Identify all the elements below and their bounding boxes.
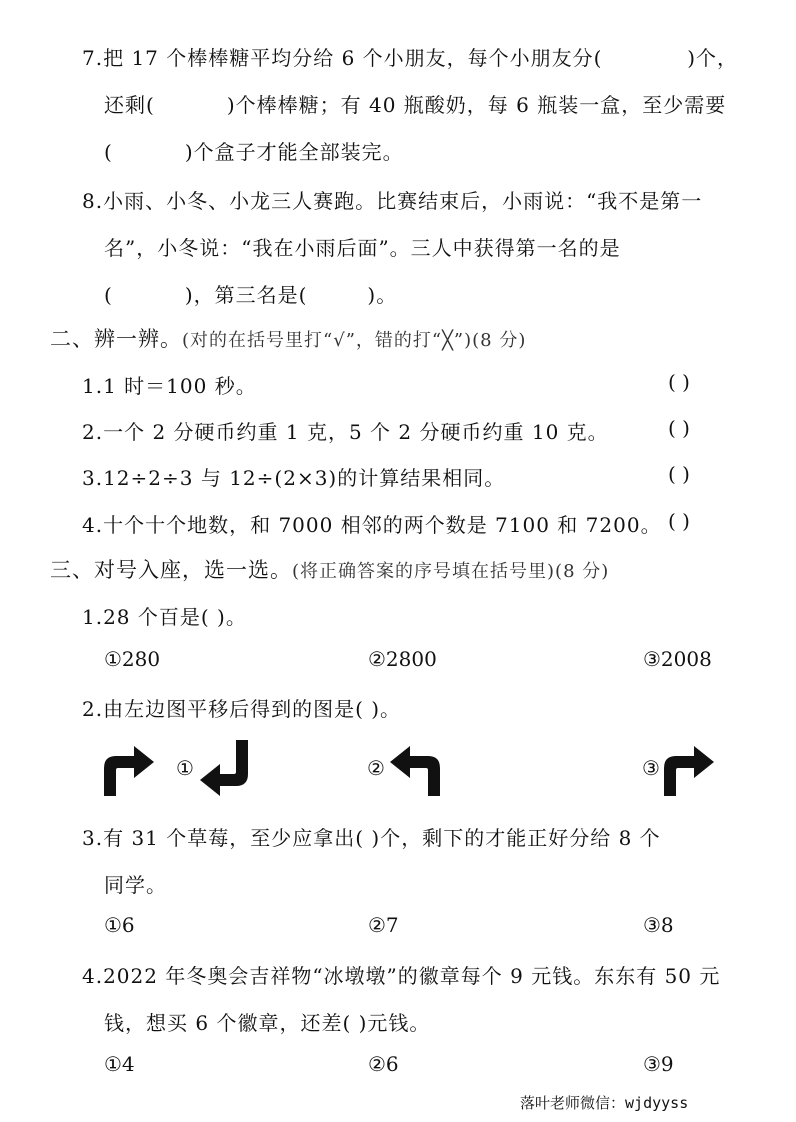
q7-line1 bbox=[82, 42, 738, 71]
tf-item-1: 1.1 时＝100 秒。 bbox=[82, 374, 257, 398]
tf-answer-4[interactable]: ( ) bbox=[668, 509, 690, 533]
q7-line2b: )个棒棒糖；有 40 瓶酸奶，每 6 瓶装一盒，至少需要 bbox=[226, 93, 727, 117]
mc-q3-line2: 同学。 bbox=[104, 873, 167, 897]
mc-q2-label-2[interactable]: ② bbox=[367, 756, 385, 780]
tf-item-3: 3.12÷2÷3 与 12÷(2×3)的计算结果相同。 bbox=[82, 466, 506, 490]
section3-heading bbox=[50, 554, 609, 584]
tf-answer-2[interactable]: ( ) bbox=[668, 416, 690, 440]
option3-turn-right-arrow-icon[interactable] bbox=[660, 738, 720, 798]
q7-line1-end: )个， bbox=[687, 46, 738, 70]
q7-line2a: 还剩( bbox=[104, 93, 155, 117]
mc-q1-option-2[interactable]: ②2800 bbox=[368, 647, 437, 671]
mc-q3-option-2[interactable]: ②7 bbox=[368, 913, 399, 937]
option2-turn-left-arrow-icon[interactable] bbox=[384, 738, 444, 798]
mc-q1-text: 1.28 个百是( )。 bbox=[82, 605, 247, 629]
footer-id: wjdyyss bbox=[625, 1094, 689, 1112]
mc-q1-option-1[interactable]: ①280 bbox=[104, 647, 161, 671]
footer-watermark bbox=[520, 1092, 688, 1113]
mc-q3-line1: 3.有 31 个草莓，至少应拿出( )个，剩下的才能正好分给 8 个 bbox=[82, 826, 661, 850]
section3-title: 三、对号入座，选一选。 bbox=[50, 558, 292, 582]
mc-q3-option-3[interactable]: ③8 bbox=[643, 913, 674, 937]
mc-q3-option-1[interactable]: ①6 bbox=[104, 913, 135, 937]
q7-blank-1[interactable] bbox=[610, 42, 680, 71]
q8-line3 bbox=[104, 279, 397, 308]
q8-line3a: ( bbox=[104, 283, 113, 307]
footer-label: 落叶老师微信： bbox=[520, 1094, 626, 1112]
q8-line3c: )。 bbox=[367, 283, 398, 307]
q8-line1: 8.小雨、小冬、小龙三人赛跑。比赛结束后，小雨说：“我不是第一 bbox=[82, 189, 703, 213]
mc-q1-option-3[interactable]: ③2008 bbox=[643, 647, 712, 671]
mc-q4-line2: 钱，想买 6 个徽章，还差( )元钱。 bbox=[104, 1011, 431, 1035]
section2-title: 二、辨一辨。 bbox=[50, 327, 182, 351]
mc-q4-option-3[interactable]: ③9 bbox=[643, 1052, 674, 1076]
mc-q2-text: 2.由左边图平移后得到的图是( )。 bbox=[82, 697, 402, 721]
section2-note: (对的在括号里打“√”，错的打“╳”)(8 分) bbox=[182, 330, 527, 351]
tf-answer-1[interactable]: ( ) bbox=[668, 370, 690, 394]
q7-line3 bbox=[104, 136, 404, 165]
tf-item-2: 2.一个 2 分硬币约重 1 克，5 个 2 分硬币约重 10 克。 bbox=[82, 420, 609, 444]
mc-q4-option-1[interactable]: ①4 bbox=[104, 1052, 135, 1076]
q8-line2: 名”，小冬说：“我在小雨后面”。三人中获得第一名的是 bbox=[104, 236, 621, 260]
mc-q2-label-3[interactable]: ③ bbox=[642, 756, 660, 780]
tf-item-4: 4.十个十个地数，和 7000 相邻的两个数是 7100 和 7200。 bbox=[82, 513, 662, 537]
q7-line3a: ( bbox=[104, 140, 113, 164]
q7-line1-text: 7.把 17 个棒棒糖平均分给 6 个小朋友，每个小朋友分( bbox=[82, 46, 603, 70]
mc-q2-label-1[interactable]: ① bbox=[176, 756, 194, 780]
mc-q4-option-2[interactable]: ②6 bbox=[368, 1052, 399, 1076]
section2-heading bbox=[50, 323, 526, 353]
option1-turn-down-left-arrow-icon[interactable] bbox=[196, 738, 256, 798]
q7-line2 bbox=[104, 89, 726, 118]
q8-line3b: )，第三名是( bbox=[184, 283, 308, 307]
section3-note: (将正确答案的序号填在括号里)(8 分) bbox=[292, 561, 610, 582]
reference-turn-right-arrow-icon bbox=[100, 738, 160, 798]
mc-q4-line1: 4.2022 年冬奥会吉祥物“冰墩墩”的徽章每个 9 元钱。东东有 50 元 bbox=[82, 964, 721, 988]
q7-line3b: )个盒子才能全部装完。 bbox=[184, 140, 404, 164]
tf-answer-3[interactable]: ( ) bbox=[668, 462, 690, 486]
